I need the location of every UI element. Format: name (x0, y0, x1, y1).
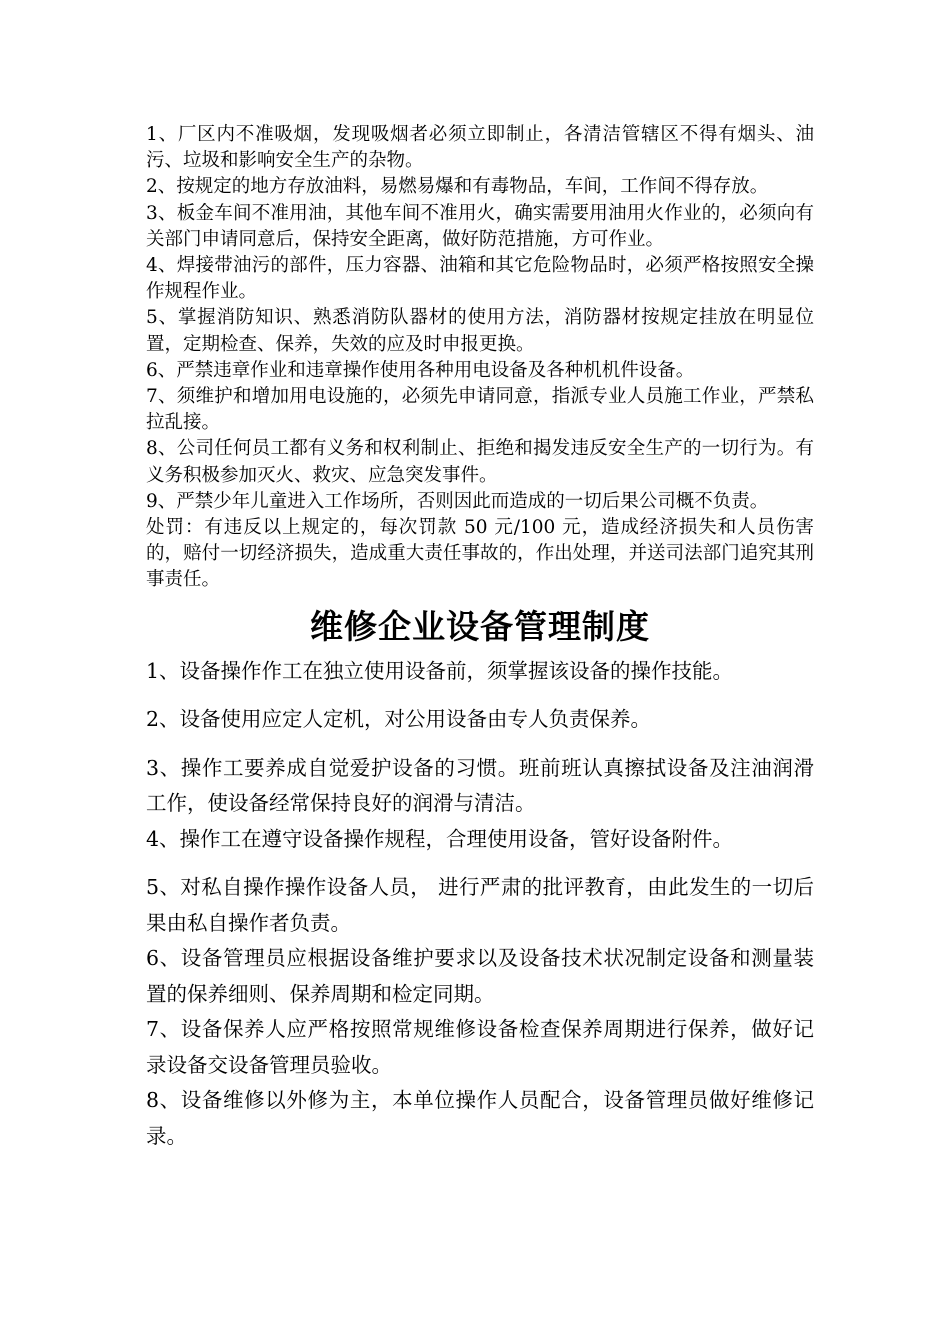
rule-item: 7、须维护和增加用电设施的，必须先申请同意，指派专业人员施工作业，严禁私拉乱接。 (146, 386, 814, 434)
policy-item: 6、设备管理员应根据设备维护要求以及设备技术状况制定设备和测量装置的保养细则、保养周期和检定同期。 (146, 946, 814, 1006)
equipment-policy-title: 维修企业设备管理制度 (310, 606, 650, 646)
policy-item: 3、操作工要养成自觉爱护设备的习惯。班前班认真擦拭设备及注油润滑工作，使设备经常保持良好的润滑与清洁。 (146, 755, 814, 816)
equipment-policy-section (146, 654, 814, 1155)
rule-item: 5、掌握消防知识、熟悉消防队器材的使用方法，消防器材按规定挂放在明显位置，定期检查、保养，失效的应及时申报更换。 (146, 307, 814, 355)
penalty-paragraph: 处罚：有违反以上规定的，每次罚款 50 元/100 元，造成经济损失和人员伤害的，赔付一切经济损失，造成重大责任事故的，作出处理，并送司法部门追究其刑事责任。 (146, 517, 814, 591)
policy-item: 1、设备操作作工在独立使用设备前，须掌握该设备的操作技能。 (146, 658, 734, 683)
rule-item: 4、焊接带油污的部件，压力容器、油箱和其它危险物品时，必须严格按照安全操作规程作业。 (146, 255, 814, 303)
policy-item: 7、设备保养人应严格按照常规维修设备检查保养周期进行保养，做好记录设备交设备管理员验收。 (146, 1017, 814, 1077)
rule-item: 6、严禁违章作业和违章操作使用各种用电设备及各种机机件设备。 (146, 359, 695, 381)
rule-item: 8、公司任何员工都有义务和权利制止、拒绝和揭发违反安全生产的一切行为。有义务积极参加灭火、救灾、应急突发事件。 (146, 438, 814, 486)
rule-item: 1、厂区内不准吸烟，发现吸烟者必须立即制止，各清洁管辖区不得有烟头、油污、垃圾和影响安全生产的杂物。 (146, 124, 814, 172)
policy-item: 8、设备维修以外修为主，本单位操作人员配合，设备管理员做好维修记录。 (146, 1088, 814, 1148)
rule-item: 9、严禁少年儿童进入工作场所，否则因此而造成的一切后果公司概不负责。 (146, 490, 769, 512)
policy-item: 2、设备使用应定人定机，对公用设备由专人负责保养。 (146, 707, 652, 732)
document-page (146, 122, 814, 1154)
rule-item: 3、板金车间不准用油，其他车间不准用火，确实需要用油用火作业的，必须向有关部门申请同意后，保持安全距离，做好防范措施，方可作业。 (146, 202, 814, 250)
policy-item: 4、操作工在遵守设备操作规程，合理使用设备，管好设备附件。 (146, 826, 734, 851)
safety-rules-section (146, 122, 814, 594)
policy-item: 5、对私自操作操作设备人员， 进行严肃的批评教育，由此发生的一切后果由私自操作者负责。 (146, 875, 814, 935)
rule-item: 2、按规定的地方存放油料，易燃易爆和有毒物品，车间，工作间不得存放。 (146, 176, 769, 198)
